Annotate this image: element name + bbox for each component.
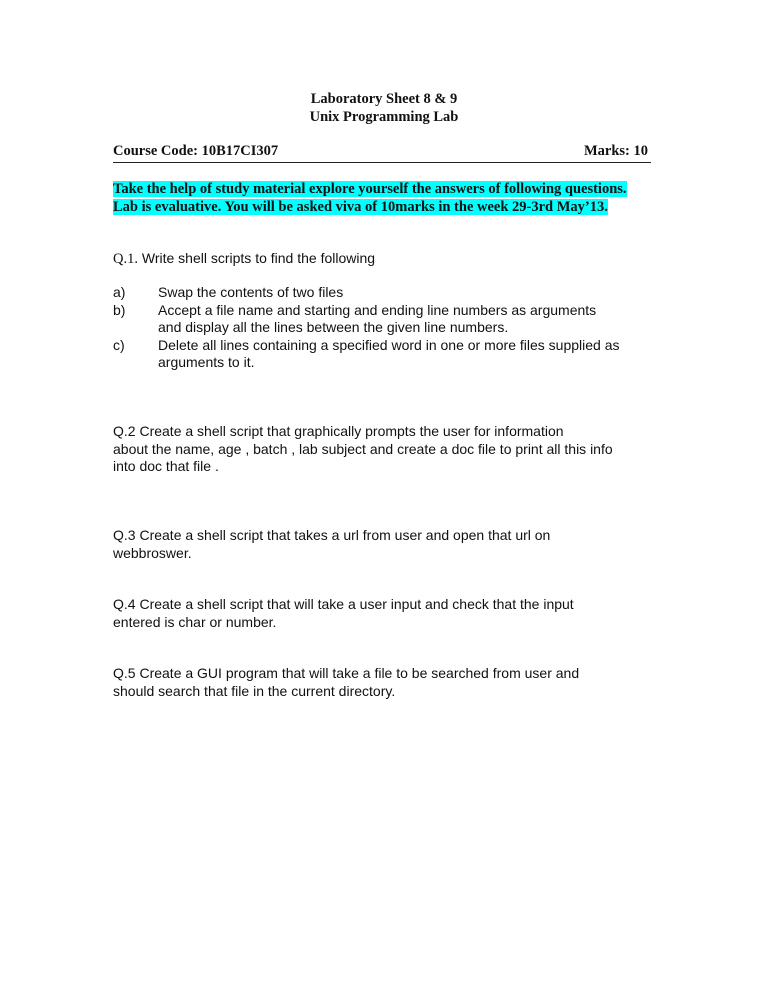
question-4: [113, 596, 673, 631]
instructions-block: [113, 180, 673, 216]
title-line-1: Laboratory Sheet 8 & 9: [310, 91, 458, 107]
marks-label: Marks: 10: [583, 143, 648, 159]
question-1: [113, 249, 673, 269]
list-marker: b): [113, 301, 126, 318]
list-marker: c): [113, 336, 125, 353]
document-title: [0, 90, 768, 126]
question-line: Q.4 Create a shell script that will take a user input and check that the input: [113, 596, 574, 612]
question-line: about the name, age , batch , lab subject and create a doc file to print all this info: [113, 440, 613, 457]
list-item: [113, 337, 673, 372]
list-marker: a): [113, 284, 126, 300]
question-line: into doc that file .: [113, 458, 219, 474]
list-item-text: Accept a file name and starting and ending line numbers as arguments: [158, 301, 597, 318]
list-item-text: and display all the lines between the given line numbers.: [158, 319, 509, 335]
question-line: Q.3 Create a shell script that takes a url from user and open that url on: [113, 527, 551, 543]
list-item-text: Swap the contents of two files: [158, 284, 344, 300]
list-item: [113, 302, 673, 337]
highlighted-text: Lab is evaluative. You will be asked viva of 10marks in the week 29-3rd May’13.: [113, 199, 608, 215]
question-line: entered is char or number.: [113, 613, 277, 630]
question-number: Q.1.: [113, 251, 138, 267]
highlighted-text: Take the help of study material explore yourself the answers of following questions.: [113, 181, 627, 197]
question-3: [113, 527, 673, 562]
course-info-row: [113, 142, 651, 160]
header-divider: [113, 162, 651, 163]
title-line-2: Unix Programming Lab: [309, 109, 459, 125]
question-line: Q.5 Create a GUI program that will take a file to be searched from user and: [113, 665, 580, 681]
instruction-line-2: [113, 198, 673, 216]
course-code: Course Code: 10B17CI307: [113, 143, 279, 159]
question-line: should search that file in the current directory.: [113, 682, 396, 699]
question-line: webbroswer.: [113, 544, 192, 561]
question-line: Q.2 Create a shell script that graphically prompts the user for information: [113, 423, 564, 439]
list-item: [113, 284, 673, 302]
question-1-sublist: [113, 284, 673, 372]
list-item-text: Delete all lines containing a specified word in one or more files supplied as: [158, 336, 620, 353]
question-2: [113, 423, 673, 476]
instruction-line-1: [113, 180, 673, 198]
question-text: Write shell scripts to find the following: [137, 250, 376, 266]
question-5: [113, 665, 673, 700]
list-item-text: arguments to it.: [158, 354, 255, 370]
